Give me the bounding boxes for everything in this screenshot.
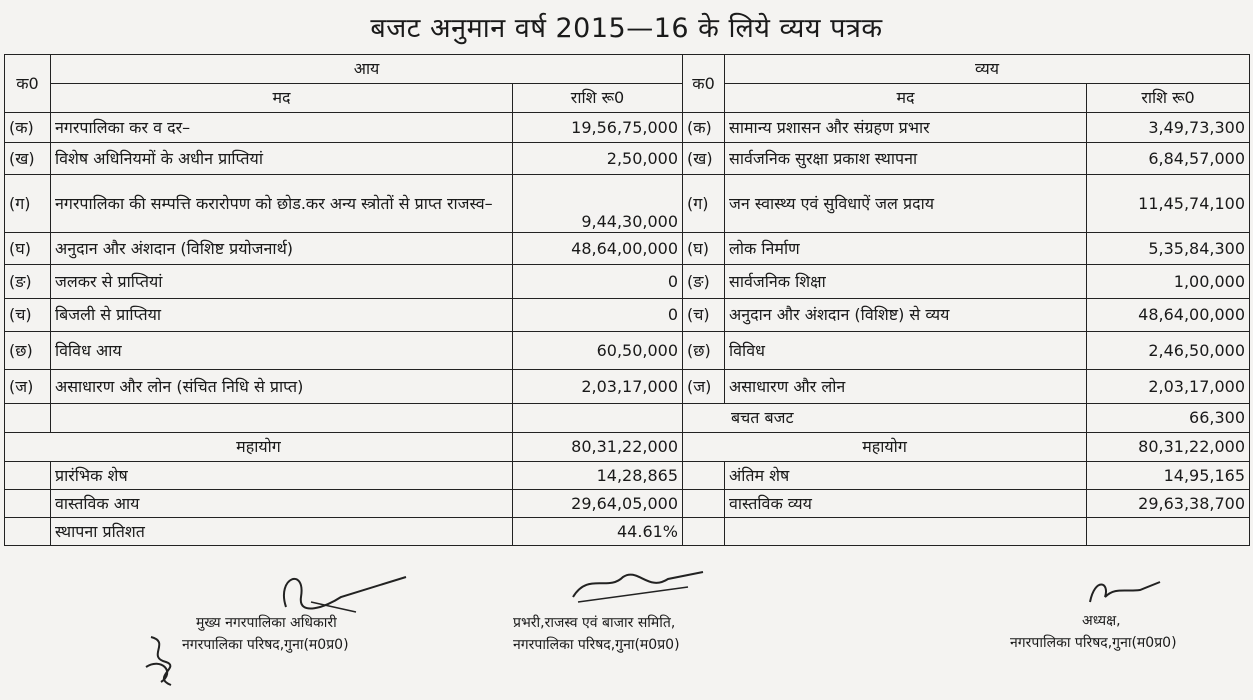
income-amount: 9,44,30,000: [513, 175, 683, 233]
expense-code: (घ): [683, 233, 725, 265]
signature-right-line1: अध्यक्ष,: [1082, 613, 1121, 629]
income-code: (छ): [5, 332, 51, 370]
table-row: [5, 332, 1250, 370]
signature-left-line1: मुख्य नगरपालिका अधिकारी: [196, 615, 337, 631]
income-label: नगरपालिका कर व दर–: [51, 113, 513, 143]
income-code: (ख): [5, 143, 51, 175]
expense-code: (ङ): [683, 265, 725, 299]
savings-row: [5, 404, 1250, 433]
expense-code: (ख): [683, 143, 725, 175]
expense-code: (ज): [683, 370, 725, 404]
income-code: (ग): [5, 175, 51, 233]
income-total-label: महायोग: [5, 433, 513, 462]
expense-code: (छ): [683, 332, 725, 370]
expense-label: असाधारण और लोन: [725, 370, 1087, 404]
income-label: विविध आय: [51, 332, 513, 370]
expense-code: (क): [683, 113, 725, 143]
income-code: (च): [5, 299, 51, 332]
expense-amount: 3,49,73,300: [1087, 113, 1250, 143]
actual-expense-amount: 29,63,38,700: [1087, 490, 1250, 518]
income-code: (ङ): [5, 265, 51, 299]
establishment-row: [5, 518, 1250, 546]
table-row: [5, 175, 1250, 233]
signature-left: [182, 612, 349, 656]
income-amount: 2,50,000: [513, 143, 683, 175]
expense-amount: 2,46,50,000: [1087, 332, 1250, 370]
income-label: जलकर से प्राप्तियां: [51, 265, 513, 299]
expense-label: लोक निर्माण: [725, 233, 1087, 265]
establishment-label: स्थापना प्रतिशत: [51, 518, 513, 546]
expense-amount: 6,84,57,000: [1087, 143, 1250, 175]
expense-header: व्यय: [725, 55, 1250, 84]
signature-middle-line2: नगरपालिका परिषद,गुना(म0प्र0): [513, 637, 680, 653]
subheader-row: [5, 84, 1250, 113]
table-row: [5, 113, 1250, 143]
table-row: [5, 265, 1250, 299]
opening-balance-amount: 14,28,865: [513, 462, 683, 490]
expense-amount: 48,64,00,000: [1087, 299, 1250, 332]
signature-right-line2: नगरपालिका परिषद,गुना(म0प्र0): [1010, 635, 1177, 651]
signature-middle: [513, 612, 680, 656]
actual-row: [5, 490, 1250, 518]
opening-balance-label: प्रारंभिक शेष: [51, 462, 513, 490]
income-amount: 60,50,000: [513, 332, 683, 370]
savings-label: बचत बजट: [683, 404, 1087, 433]
income-amount: 0: [513, 299, 683, 332]
income-label: बिजली से प्राप्तिया: [51, 299, 513, 332]
handwritten-signature-icon: [568, 567, 708, 617]
income-amount-header: राशि रू0: [513, 84, 683, 113]
income-code: (ज): [5, 370, 51, 404]
handwritten-signature-icon: [1085, 572, 1165, 612]
table-row: [5, 299, 1250, 332]
income-label: अनुदान और अंशदान (विशिष्ट प्रयोजनार्थ): [51, 233, 513, 265]
actual-income-label: वास्तविक आय: [51, 490, 513, 518]
expense-label: विविध: [725, 332, 1087, 370]
opening-balance-row: [5, 462, 1250, 490]
page-title: बजट अनुमान वर्ष 2015—16 के लिये व्यय पत्रक: [370, 13, 883, 44]
budget-table: [4, 54, 1250, 546]
closing-balance-amount: 14,95,165: [1087, 462, 1250, 490]
expense-label: सार्वजनिक शिक्षा: [725, 265, 1087, 299]
income-header: आय: [51, 55, 683, 84]
actual-expense-label: वास्तविक व्यय: [725, 490, 1087, 518]
expense-amount: 2,03,17,000: [1087, 370, 1250, 404]
income-serial-header: क0: [5, 55, 51, 113]
income-label: विशेष अधिनियमों के अधीन प्राप्तियां: [51, 143, 513, 175]
income-amount: 2,03,17,000: [513, 370, 683, 404]
expense-code: (ग): [683, 175, 725, 233]
expense-total-label: महायोग: [683, 433, 1087, 462]
expense-amount: 11,45,74,100: [1087, 175, 1250, 233]
table-row: [5, 370, 1250, 404]
table-row: [5, 143, 1250, 175]
expense-amount-header: राशि रू0: [1087, 84, 1250, 113]
expense-item-header: मद: [725, 84, 1087, 113]
expense-code: (च): [683, 299, 725, 332]
signature-middle-line1: प्रभरी,राजस्व एवं बाजार समिति,: [513, 615, 676, 631]
income-code: (क): [5, 113, 51, 143]
expense-label: अनुदान और अंशदान (विशिष्ट) से व्यय: [725, 299, 1087, 332]
income-amount: 0: [513, 265, 683, 299]
expense-label: सार्वजनिक सुरक्षा प्रकाश स्थापना: [725, 143, 1087, 175]
expense-label: सामान्य प्रशासन और संग्रहण प्रभार: [725, 113, 1087, 143]
establishment-value: 44.61%: [513, 518, 683, 546]
expense-amount: 1,00,000: [1087, 265, 1250, 299]
expense-amount: 5,35,84,300: [1087, 233, 1250, 265]
closing-balance-label: अंतिम शेष: [725, 462, 1087, 490]
expense-serial-header: क0: [683, 55, 725, 113]
signature-right: [1010, 610, 1177, 654]
actual-income-amount: 29,64,05,000: [513, 490, 683, 518]
total-row: [5, 433, 1250, 462]
income-label: नगरपालिका की सम्पत्ति करारोपण को छोड.कर अन्य स्त्रोतों से प्राप्त राजस्व–: [51, 175, 513, 233]
handwritten-signature-icon: [256, 567, 406, 627]
expense-total-amount: 80,31,22,000: [1087, 433, 1250, 462]
header-row: [5, 55, 1250, 84]
income-amount: 19,56,75,000: [513, 113, 683, 143]
income-amount: 48,64,00,000: [513, 233, 683, 265]
income-label: असाधारण और लोन (संचित निधि से प्राप्त): [51, 370, 513, 404]
income-total-amount: 80,31,22,000: [513, 433, 683, 462]
signature-left-line2: नगरपालिका परिषद,गुना(म0प्र0): [182, 637, 349, 653]
table-row: [5, 233, 1250, 265]
savings-amount: 66,300: [1087, 404, 1250, 433]
initials-signature-icon: [141, 627, 191, 687]
expense-label: जन स्वास्थ्य एवं सुविधाऐं जल प्रदाय: [725, 175, 1087, 233]
income-item-header: मद: [51, 84, 513, 113]
income-code: (घ): [5, 233, 51, 265]
